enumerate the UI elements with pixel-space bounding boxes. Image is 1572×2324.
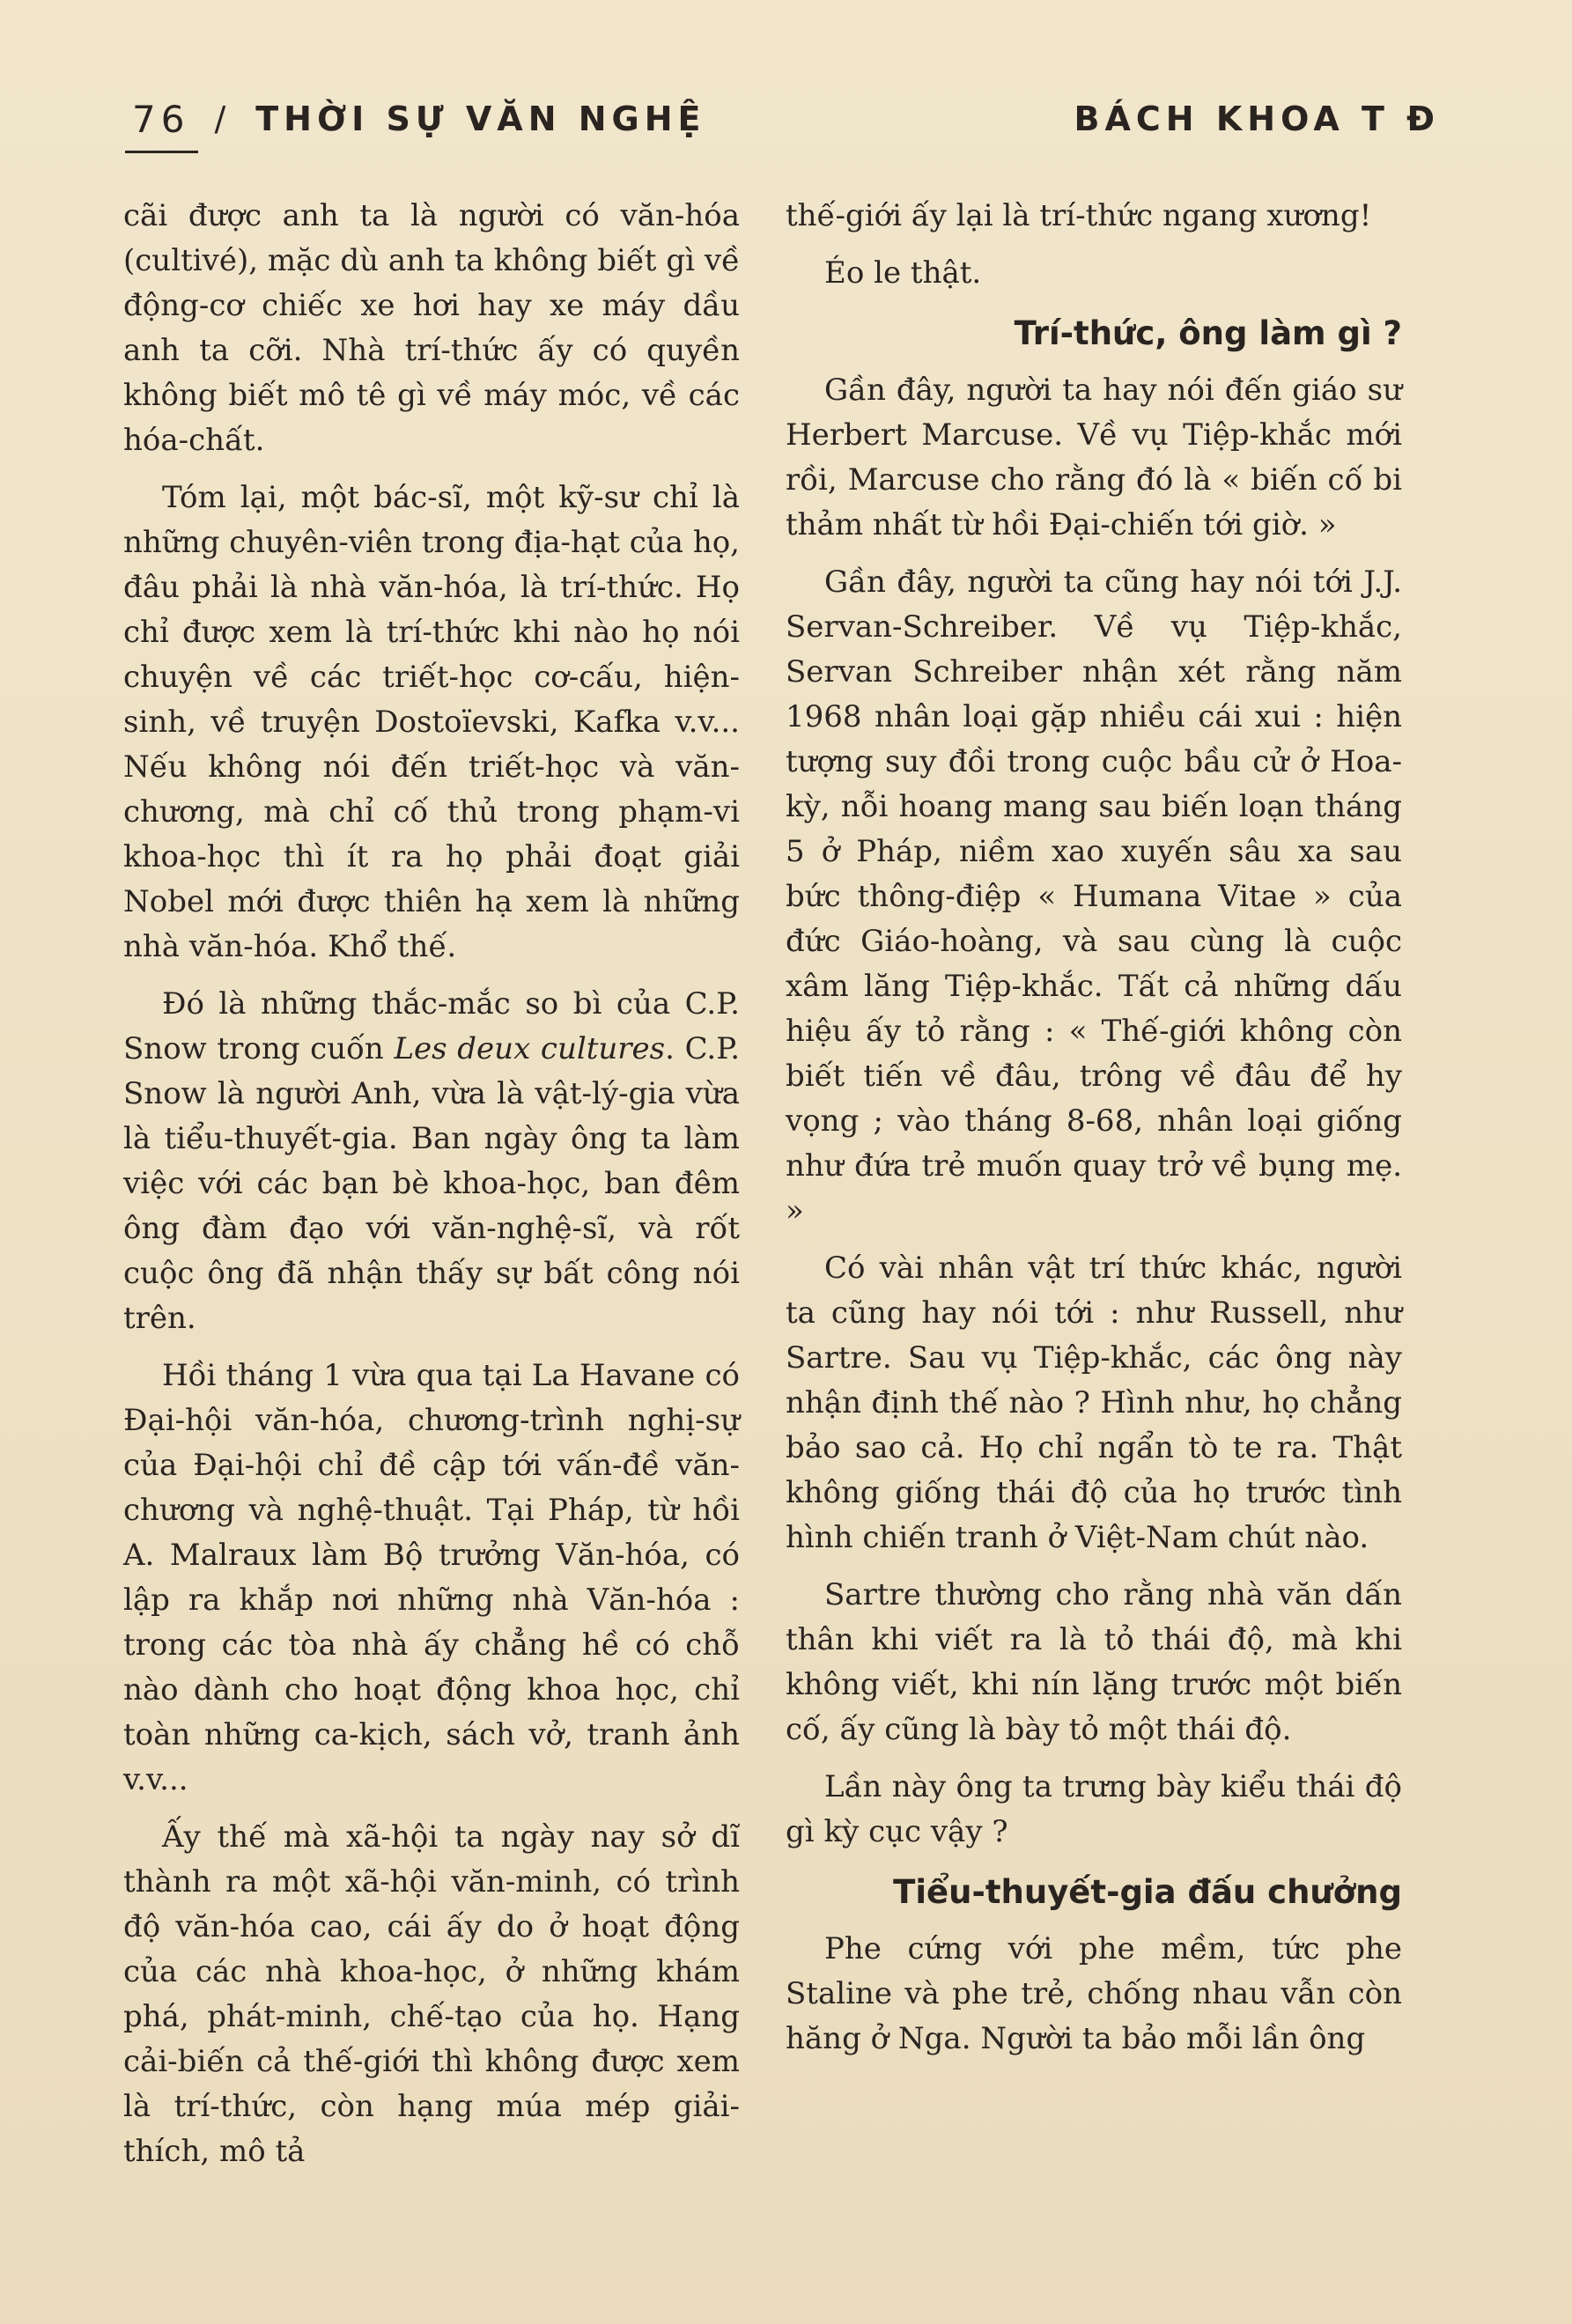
- header-left: [132, 98, 706, 141]
- paragraph: Tóm lại, một bác-sĩ, một kỹ-sư chỉ là những chuyên-viên trong địa-hạt của họ, đâu phải là nhà văn-hóa, là trí-thức. Họ chỉ được xem là trí-thức khi nào họ nói chuyện về các triết-học cơ-cấu, hiện-sinh, về truyện Dostoïevski, Kafka v.v... Nếu không nói đến triết-học và văn-chương, mà chỉ cố thủ trong phạm-vi khoa-học thì ít ra họ phải đoạt giải Nobel mới được thiên hạ xem là những nhà văn-hóa. Khổ thế.: [123, 480, 740, 964]
- paragraph: Lần này ông ta trưng bày kiểu thái độ gì kỳ cục vậy ?: [786, 1769, 1402, 1849]
- text-columns: [123, 194, 1440, 2187]
- book-title: Les deux cultures: [394, 1031, 666, 1066]
- magazine-name: BÁCH KHOA T Đ: [1074, 100, 1440, 138]
- paragraph: thế-giới ấy lại là trí-thức ngang xương!: [786, 198, 1372, 233]
- section-title: THỜI SỰ VĂN NGHỆ: [255, 100, 706, 138]
- paragraph: [123, 982, 740, 1341]
- header-separator: /: [214, 100, 232, 138]
- paragraph-text: . C.P. Snow là người Anh, vừa là vật-lý-gia vừa là tiểu-thuyết-gia. Ban ngày ông ta làm việc với các bạn bè khoa-học, ban đêm ông đàm đạo với văn-nghệ-sĩ, và rốt cuộc ông đã nhận thấy sự bất công nói trên.: [123, 1031, 741, 1336]
- left-column: [123, 194, 740, 2187]
- paragraph: Hồi tháng 1 vừa qua tại La Havane có Đại-hội văn-hóa, chương-trình nghị-sự của Đại-hội chỉ đề cập tới vấn-đề văn-chương và nghệ-thuật. Tại Pháp, từ hồi A. Malraux làm Bộ trưởng Văn-hóa, có lập ra khắp nơi những nhà Văn-hóa : trong các tòa nhà ấy chẳng hề có chỗ nào dành cho hoạt động khoa học, chỉ toàn những ca-kịch, sách vở, tranh ảnh v.v...: [123, 1358, 740, 1797]
- section-heading: Trí-thức, ông làm gì ?: [1014, 314, 1402, 352]
- paragraph: Gần đây, người ta hay nói đến giáo sư Herbert Marcuse. Về vụ Tiệp-khắc mới rồi, Marcuse cho rằng đó là « biến cố bi thảm nhất từ hồi Đại-chiến tới giờ. »: [786, 373, 1402, 542]
- paragraph: cãi được anh ta là người có văn-hóa (cultivé), mặc dù anh ta không biết gì về động-cơ chiếc xe hơi hay xe máy dầu anh ta cỡi. Nhà trí-thức ấy có quyền không biết mô tê gì về máy móc, về các hóa-chất.: [123, 198, 740, 458]
- right-column: [786, 194, 1402, 2187]
- paragraph: Éo le thật.: [824, 255, 982, 291]
- paragraph-text: Đó là những thắc-mắc so bì của C.P. Snow trong cuốn: [123, 986, 740, 1066]
- paragraph: Phe cứng với phe mềm, tức phe Staline và phe trẻ, chống nhau vẫn còn hăng ở Nga. Người ta bảo mỗi lần ông: [786, 1931, 1402, 2056]
- page-header: [132, 88, 1440, 150]
- paragraph: Gần đây, người ta cũng hay nói tới J.J. Servan-Schreiber. Về vụ Tiệp-khắc, Servan Schreiber nhận xét rằng năm 1968 nhân loại gặp nhiều cái xui : hiện tượng suy đồi trong cuộc bầu cử ở Hoa-kỳ, nỗi hoang mang sau biến loạn tháng 5 ở Pháp, niềm xao xuyến sâu xa sau bức thông-điệp « Humana Vitae » của đức Giáo-hoàng, và sau cùng là cuộc xâm lăng Tiệp-khắc. Tất cả những dấu hiệu ấy tỏ rằng : « Thế-giới không còn biết tiến về đâu, trông về đâu để hy vọng ; vào tháng 8-68, nhân loại giống như đứa trẻ muốn quay trở về bụng mẹ. »: [786, 564, 1402, 1228]
- paragraph: Sartre thường cho rằng nhà văn dấn thân khi viết ra là tỏ thái độ, mà khi không viết, khi nín lặng trước một biến cố, ấy cũng là bày tỏ một thái độ.: [786, 1577, 1402, 1747]
- paragraph: Có vài nhân vật trí thức khác, người ta cũng hay nói tới : như Russell, như Sartre. Sau vụ Tiệp-khắc, các ông này nhận định thế nào ? Hình như, họ chẳng bảo sao cả. Họ chỉ ngẩn tò te ra. Thật không giống thái độ của họ trước tình hình chiến tranh ở Việt-Nam chút nào.: [786, 1251, 1402, 1555]
- page-number: 76: [132, 97, 190, 141]
- paragraph: Ấy thế mà xã-hội ta ngày nay sở dĩ thành ra một xã-hội văn-minh, có trình độ văn-hóa cao, cái ấy do ở hoạt động của các nhà khoa-học, ở những khám phá, phát-minh, chế-tạo của họ. Hạng cải-biến cả thế-giới thì không được xem là trí-thức, còn hạng múa mép giải-thích, mô tả: [123, 1819, 740, 2169]
- section-heading: Tiểu-thuyết-gia đấu chưởng: [893, 1873, 1402, 1911]
